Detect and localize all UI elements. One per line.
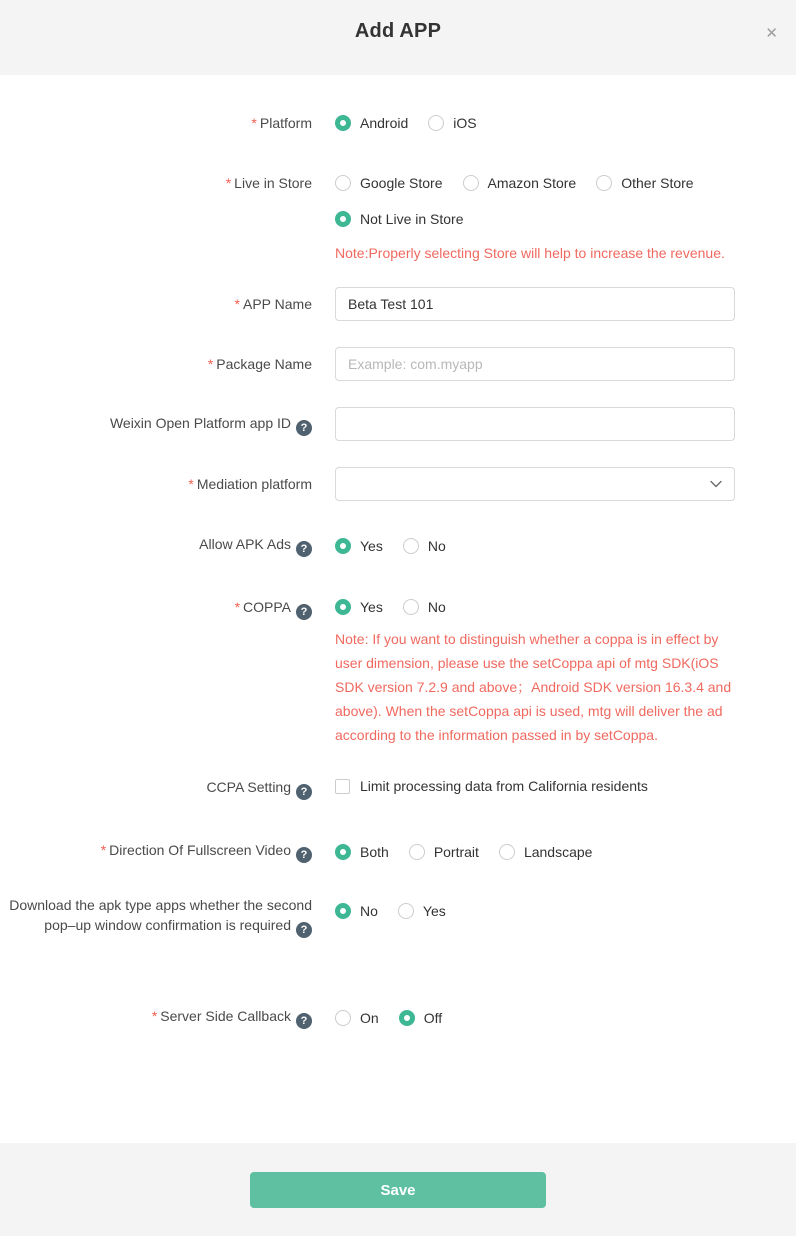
ccpa-checkbox-option[interactable]: Limit processing data from California residents bbox=[335, 778, 648, 794]
store-option-other[interactable]: Other Store bbox=[596, 173, 693, 193]
radio-icon bbox=[596, 175, 612, 191]
platform-radio-group bbox=[335, 113, 735, 133]
modal-title: Add APP bbox=[354, 20, 442, 42]
add-app-form bbox=[0, 75, 796, 1143]
coppa-control bbox=[335, 597, 735, 747]
store-option-amazon[interactable]: Amazon Store bbox=[463, 173, 577, 193]
radio-icon bbox=[398, 903, 414, 919]
radio-icon bbox=[463, 175, 479, 191]
radio-icon bbox=[335, 1010, 351, 1026]
apk-second-popup-label: Download the apk type apps whether the second pop–up window confirmation is required ? bbox=[9, 897, 312, 936]
apk-second-popup-option-no[interactable]: No bbox=[335, 901, 378, 921]
live-in-store-radio-row1 bbox=[335, 173, 735, 193]
platform-row bbox=[0, 113, 796, 133]
help-icon[interactable]: ? bbox=[296, 420, 312, 436]
help-icon[interactable]: ? bbox=[296, 847, 312, 863]
coppa-option-yes[interactable]: Yes bbox=[335, 597, 383, 617]
radio-selected-icon bbox=[335, 538, 351, 554]
mediation-platform-label: * Mediation platform bbox=[188, 476, 312, 492]
mediation-platform-row bbox=[0, 467, 796, 501]
live-in-store-label: * Live in Store bbox=[225, 175, 312, 191]
coppa-option-no[interactable]: No bbox=[403, 597, 446, 617]
modal-footer bbox=[0, 1143, 796, 1236]
apk-second-popup-option-yes[interactable]: Yes bbox=[398, 901, 446, 921]
direction-radio-group bbox=[335, 842, 735, 862]
help-icon[interactable]: ? bbox=[296, 784, 312, 800]
weixin-app-id-label: Weixin Open Platform app ID ? bbox=[0, 413, 312, 436]
live-in-store-row bbox=[0, 173, 796, 265]
server-callback-option-off[interactable]: Off bbox=[399, 1008, 442, 1028]
store-note: Note:Properly selecting Store will help to increase the revenue. bbox=[335, 245, 725, 261]
coppa-label: * COPPA ? bbox=[0, 597, 312, 620]
allow-apk-ads-option-yes[interactable]: Yes bbox=[335, 536, 383, 556]
required-asterisk: * bbox=[251, 115, 257, 131]
platform-option-android[interactable]: Android bbox=[335, 113, 408, 133]
live-in-store-control bbox=[335, 173, 735, 265]
platform-option-ios[interactable]: iOS bbox=[428, 113, 476, 133]
server-side-callback-radio-group bbox=[335, 1008, 735, 1028]
server-side-callback-label: * Server Side Callback ? bbox=[0, 1006, 312, 1029]
coppa-note: Note: If you want to distinguish whether a coppa is in effect by user dimension, please use the setCoppa api of mtg SDK(iOS SDK version 7.2.9 and above；Android SDK version 16.3.4 and above). When the setCoppa api is used, mtg will deliver the ad according to the information passed in by setCoppa. bbox=[335, 631, 732, 743]
allow-apk-ads-option-no[interactable]: No bbox=[403, 536, 446, 556]
help-icon[interactable]: ? bbox=[296, 541, 312, 557]
direction-option-both[interactable]: Both bbox=[335, 842, 389, 862]
checkbox-icon bbox=[335, 779, 350, 794]
required-asterisk: * bbox=[100, 842, 107, 858]
server-side-callback-row bbox=[0, 1006, 796, 1029]
radio-selected-icon bbox=[335, 844, 351, 860]
direction-option-landscape[interactable]: Landscape bbox=[499, 842, 593, 862]
direction-option-portrait[interactable]: Portrait bbox=[409, 842, 479, 862]
store-option-not-live[interactable]: Not Live in Store bbox=[335, 209, 464, 229]
radio-selected-icon bbox=[335, 599, 351, 615]
radio-icon bbox=[499, 844, 515, 860]
help-icon[interactable]: ? bbox=[296, 1013, 312, 1029]
app-name-row bbox=[0, 287, 796, 321]
radio-icon bbox=[409, 844, 425, 860]
close-icon[interactable]: ✕ bbox=[765, 25, 778, 42]
server-callback-option-on[interactable]: On bbox=[335, 1008, 379, 1028]
direction-fullscreen-video-label: * Direction Of Fullscreen Video ? bbox=[0, 840, 312, 863]
package-name-row bbox=[0, 347, 796, 381]
radio-icon bbox=[335, 175, 351, 191]
apk-second-popup-row bbox=[0, 895, 796, 938]
package-name-label: * Package Name bbox=[207, 356, 312, 372]
save-button[interactable]: Save bbox=[250, 1172, 546, 1208]
radio-icon bbox=[403, 599, 419, 615]
platform-label: * Platform bbox=[251, 115, 312, 131]
allow-apk-ads-label: Allow APK Ads ? bbox=[0, 534, 312, 557]
required-asterisk: * bbox=[151, 1008, 158, 1024]
radio-selected-icon bbox=[399, 1010, 415, 1026]
radio-icon bbox=[403, 538, 419, 554]
help-icon[interactable]: ? bbox=[296, 922, 312, 938]
modal-header bbox=[0, 0, 796, 75]
ccpa-setting-row bbox=[0, 777, 796, 800]
coppa-radio-group bbox=[335, 597, 735, 617]
weixin-app-id-input[interactable] bbox=[335, 407, 735, 441]
chevron-down-icon bbox=[710, 480, 722, 488]
required-asterisk: * bbox=[188, 476, 194, 492]
help-icon[interactable]: ? bbox=[296, 604, 312, 620]
ccpa-setting-label: CCPA Setting ? bbox=[0, 777, 312, 800]
app-name-label: * APP Name bbox=[234, 296, 312, 312]
required-asterisk: * bbox=[234, 296, 240, 312]
radio-icon bbox=[428, 115, 444, 131]
direction-fullscreen-video-row bbox=[0, 840, 796, 863]
required-asterisk: * bbox=[234, 599, 241, 615]
store-option-google[interactable]: Google Store bbox=[335, 173, 443, 193]
required-asterisk: * bbox=[207, 356, 214, 372]
required-asterisk: * bbox=[225, 175, 232, 191]
apk-second-popup-radio-group bbox=[335, 901, 735, 921]
mediation-platform-select[interactable] bbox=[335, 467, 735, 501]
radio-selected-icon bbox=[335, 115, 351, 131]
coppa-row bbox=[0, 597, 796, 747]
radio-selected-icon bbox=[335, 903, 351, 919]
package-name-input[interactable] bbox=[335, 347, 735, 381]
radio-selected-icon bbox=[335, 211, 351, 227]
allow-apk-ads-row bbox=[0, 534, 796, 557]
weixin-app-id-row bbox=[0, 407, 796, 441]
app-name-input[interactable] bbox=[335, 287, 735, 321]
live-in-store-radio-row2 bbox=[335, 209, 735, 229]
allow-apk-ads-radio-group bbox=[335, 536, 735, 556]
